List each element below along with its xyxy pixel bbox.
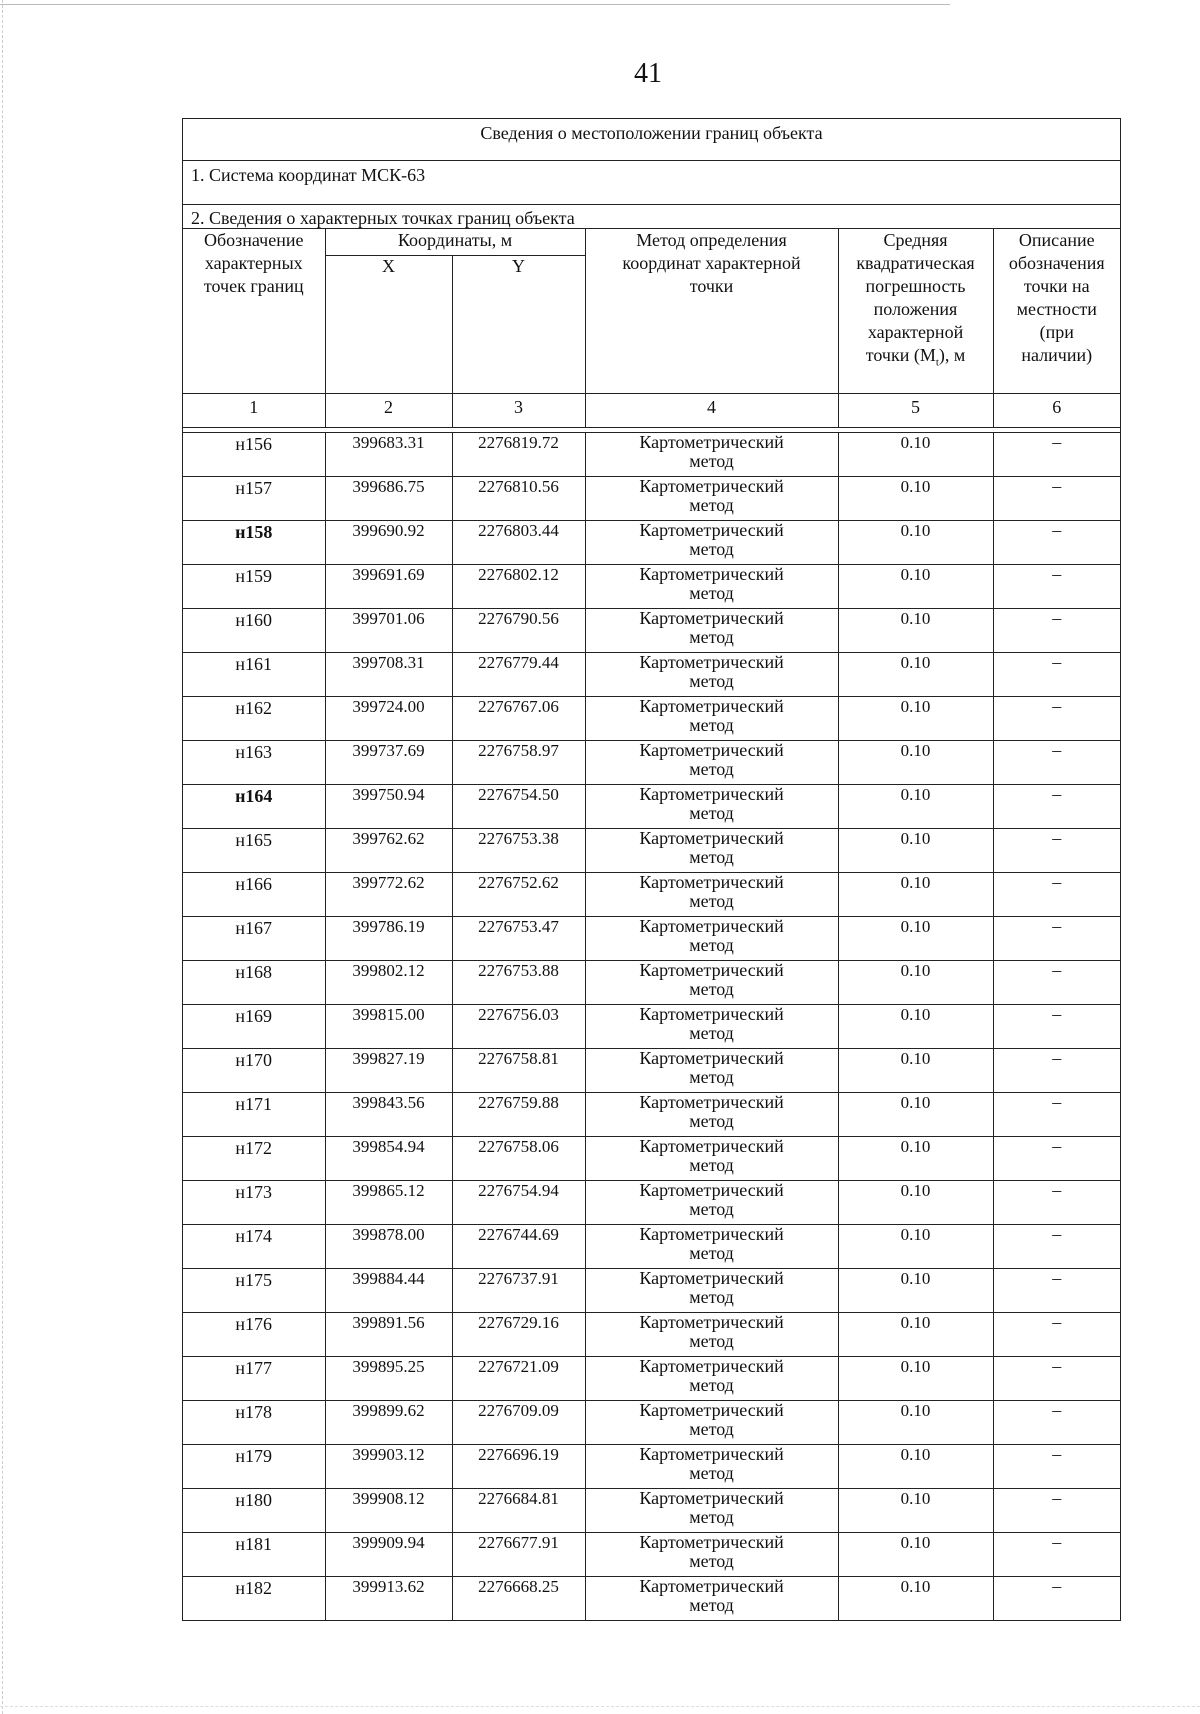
method-cell: [585, 785, 838, 829]
mean-square-error: 0.10: [838, 873, 993, 917]
method-cell: [585, 1181, 838, 1225]
table-row: [183, 961, 1120, 1005]
method-cell: [585, 433, 838, 477]
coord-y: 2276753.38: [452, 829, 585, 873]
table-row: [183, 1533, 1120, 1577]
mean-square-error: 0.10: [838, 829, 993, 873]
point-id: н168: [183, 961, 325, 1005]
method-line: метод: [689, 1375, 734, 1395]
coord-x: 399899.62: [325, 1401, 452, 1445]
description: –: [993, 609, 1120, 653]
mean-square-error: 0.10: [838, 961, 993, 1005]
coord-y: 2276803.44: [452, 521, 585, 565]
table-row: [183, 477, 1120, 521]
table-row: [183, 565, 1120, 609]
method-cell: [585, 1313, 838, 1357]
method-cell: [585, 521, 838, 565]
table-row: [183, 785, 1120, 829]
header-text: обозначения: [1008, 253, 1105, 273]
point-id: н174: [183, 1225, 325, 1269]
method-cell: [585, 961, 838, 1005]
method-line: метод: [689, 891, 734, 911]
method-line: Картометрический: [639, 916, 784, 936]
scan-edge-left: [2, 0, 3, 1714]
coord-y: 2276744.69: [452, 1225, 585, 1269]
method-line: Картометрический: [639, 1268, 784, 1288]
mean-square-error: 0.10: [838, 1533, 993, 1577]
description: –: [993, 565, 1120, 609]
method-cell: [585, 917, 838, 961]
method-line: метод: [689, 1463, 734, 1483]
method-cell: [585, 741, 838, 785]
column-number: 5: [838, 394, 993, 428]
coord-x: 399786.19: [325, 917, 452, 961]
point-id: н160: [183, 609, 325, 653]
coord-x: 399913.62: [325, 1577, 452, 1621]
method-line: Картометрический: [639, 1356, 784, 1376]
point-id: н156: [183, 433, 325, 477]
header-text: (при: [1039, 322, 1074, 342]
method-line: метод: [689, 1023, 734, 1043]
description: –: [993, 1181, 1120, 1225]
table-row: [183, 521, 1120, 565]
coord-y: 2276756.03: [452, 1005, 585, 1049]
point-id: н158: [183, 521, 325, 565]
column-number: 4: [585, 394, 838, 428]
scan-edge-top: [0, 4, 950, 5]
description: –: [993, 1269, 1120, 1313]
coord-y: 2276677.91: [452, 1533, 585, 1577]
method-cell: [585, 1049, 838, 1093]
coord-x: 399903.12: [325, 1445, 452, 1489]
table-row: [183, 433, 1120, 477]
header-point-designation: [183, 229, 325, 394]
method-cell: [585, 1445, 838, 1489]
method-cell: [585, 609, 838, 653]
header-text: погрешность: [865, 276, 966, 296]
coord-y: 2276684.81: [452, 1489, 585, 1533]
point-id: н177: [183, 1357, 325, 1401]
coord-y: 2276668.25: [452, 1577, 585, 1621]
coord-x: 399691.69: [325, 565, 452, 609]
header-subscript: t: [935, 356, 939, 369]
point-id: н176: [183, 1313, 325, 1357]
table-row: [183, 1181, 1120, 1225]
description: –: [993, 785, 1120, 829]
header-text: [839, 344, 993, 375]
table-row: [183, 609, 1120, 653]
method-cell: [585, 1269, 838, 1313]
header-text: положения: [873, 299, 958, 319]
coord-y: 2276729.16: [452, 1313, 585, 1357]
coord-x: 399878.00: [325, 1225, 452, 1269]
method-cell: [585, 829, 838, 873]
method-line: метод: [689, 1287, 734, 1307]
point-id: н179: [183, 1445, 325, 1489]
coord-y: 2276696.19: [452, 1445, 585, 1489]
method-line: метод: [689, 495, 734, 515]
table-row: [183, 829, 1120, 873]
points-table: [183, 229, 1120, 1620]
description: –: [993, 1093, 1120, 1137]
mean-square-error: 0.10: [838, 521, 993, 565]
mean-square-error: 0.10: [838, 1093, 993, 1137]
description: –: [993, 1445, 1120, 1489]
point-id: н161: [183, 653, 325, 697]
table-row: [183, 1225, 1120, 1269]
description: –: [993, 829, 1120, 873]
point-id: н173: [183, 1181, 325, 1225]
point-id: н167: [183, 917, 325, 961]
description: –: [993, 477, 1120, 521]
method-line: Картометрический: [639, 960, 784, 980]
method-cell: [585, 1137, 838, 1181]
coord-x: 399815.00: [325, 1005, 452, 1049]
point-id: н172: [183, 1137, 325, 1181]
method-line: Картометрический: [639, 1092, 784, 1112]
method-line: метод: [689, 1199, 734, 1219]
coord-y: 2276721.09: [452, 1357, 585, 1401]
method-line: Картометрический: [639, 1224, 784, 1244]
mean-square-error: 0.10: [838, 609, 993, 653]
header-text: точки на: [1023, 276, 1090, 296]
coord-x: 399895.25: [325, 1357, 452, 1401]
coord-y: 2276779.44: [452, 653, 585, 697]
header-mean-square-error: [838, 229, 993, 394]
method-cell: [585, 1533, 838, 1577]
coordinate-system: 1. Система координат МСК-63: [183, 161, 1120, 205]
method-line: метод: [689, 1507, 734, 1527]
mean-square-error: 0.10: [838, 1225, 993, 1269]
method-line: метод: [689, 539, 734, 559]
method-line: Картометрический: [639, 608, 784, 628]
point-id: н171: [183, 1093, 325, 1137]
method-line: метод: [689, 671, 734, 691]
description: –: [993, 917, 1120, 961]
coord-x: 399884.44: [325, 1269, 452, 1313]
method-line: метод: [689, 803, 734, 823]
header-text: наличии): [1021, 345, 1093, 365]
coord-y: 2276767.06: [452, 697, 585, 741]
method-cell: [585, 477, 838, 521]
mean-square-error: 0.10: [838, 1445, 993, 1489]
table-row: [183, 1269, 1120, 1313]
coord-x: 399737.69: [325, 741, 452, 785]
description: –: [993, 961, 1120, 1005]
description: –: [993, 1137, 1120, 1181]
table-row: [183, 1489, 1120, 1533]
table-row: [183, 1137, 1120, 1181]
method-line: Картометрический: [639, 1576, 784, 1596]
description: –: [993, 1313, 1120, 1357]
table-row: [183, 1049, 1120, 1093]
method-line: метод: [689, 1551, 734, 1571]
description: –: [993, 1357, 1120, 1401]
header-text: точки: [689, 276, 734, 296]
point-id: н165: [183, 829, 325, 873]
description: –: [993, 1401, 1120, 1445]
coord-y: 2276753.88: [452, 961, 585, 1005]
header-text: квадратическая: [856, 253, 975, 273]
method-line: Картометрический: [639, 564, 784, 584]
coord-x: 399909.94: [325, 1533, 452, 1577]
mean-square-error: 0.10: [838, 1137, 993, 1181]
coord-y: 2276758.06: [452, 1137, 585, 1181]
description: –: [993, 1049, 1120, 1093]
column-number-row: [183, 394, 1120, 428]
coord-y: 2276810.56: [452, 477, 585, 521]
coord-y: 2276790.56: [452, 609, 585, 653]
column-number: 6: [993, 394, 1120, 428]
table-row: [183, 873, 1120, 917]
table-row: [183, 741, 1120, 785]
header-text: точек границ: [203, 276, 304, 296]
coord-y: 2276754.50: [452, 785, 585, 829]
coord-x: 399827.19: [325, 1049, 452, 1093]
description: –: [993, 521, 1120, 565]
points-table-body: [183, 433, 1120, 1621]
description: –: [993, 433, 1120, 477]
point-id: н175: [183, 1269, 325, 1313]
method-line: Картометрический: [639, 1400, 784, 1420]
boundary-info-sheet: [182, 118, 1121, 1621]
coord-x: 399891.56: [325, 1313, 452, 1357]
scan-edge-bottom: [0, 1706, 1200, 1707]
method-line: Картометрический: [639, 1048, 784, 1068]
description: –: [993, 873, 1120, 917]
coord-x: 399724.00: [325, 697, 452, 741]
table-row: [183, 697, 1120, 741]
mean-square-error: 0.10: [838, 1049, 993, 1093]
coord-y: 2276752.62: [452, 873, 585, 917]
coord-x: 399686.75: [325, 477, 452, 521]
mean-square-error: 0.10: [838, 1313, 993, 1357]
header-text: Описание: [1018, 230, 1095, 250]
method-line: метод: [689, 715, 734, 735]
mean-square-error: 0.10: [838, 433, 993, 477]
method-line: метод: [689, 1155, 734, 1175]
description: –: [993, 653, 1120, 697]
point-id: н157: [183, 477, 325, 521]
description: –: [993, 1577, 1120, 1621]
column-number: 1: [183, 394, 325, 428]
points-section-heading: 2. Сведения о характерных точках границ объекта: [183, 205, 1120, 229]
coord-y: 2276753.47: [452, 917, 585, 961]
method-line: метод: [689, 935, 734, 955]
point-id: н159: [183, 565, 325, 609]
point-id: н170: [183, 1049, 325, 1093]
method-cell: [585, 697, 838, 741]
method-cell: [585, 1401, 838, 1445]
method-line: Картометрический: [639, 1136, 784, 1156]
method-line: Картометрический: [639, 432, 784, 452]
mean-square-error: 0.10: [838, 697, 993, 741]
description: –: [993, 1225, 1120, 1269]
method-cell: [585, 653, 838, 697]
point-id: н166: [183, 873, 325, 917]
coord-x: 399683.31: [325, 433, 452, 477]
mean-square-error: 0.10: [838, 653, 993, 697]
method-line: метод: [689, 759, 734, 779]
point-id: н180: [183, 1489, 325, 1533]
header-text: координат характерной: [622, 253, 801, 273]
header-text-part: ), м: [938, 345, 966, 365]
method-line: метод: [689, 451, 734, 471]
coord-y: 2276759.88: [452, 1093, 585, 1137]
header-text-part: точки (M: [865, 345, 936, 365]
method-line: метод: [689, 1111, 734, 1131]
method-line: Картометрический: [639, 1312, 784, 1332]
column-number: 2: [325, 394, 452, 428]
method-line: метод: [689, 1243, 734, 1263]
point-id: н181: [183, 1533, 325, 1577]
mean-square-error: 0.10: [838, 785, 993, 829]
coord-x: 399701.06: [325, 609, 452, 653]
method-cell: [585, 1577, 838, 1621]
header-text: характерных: [204, 253, 303, 273]
method-cell: [585, 1225, 838, 1269]
header-text: Метод определения: [636, 230, 787, 250]
point-id: н164: [183, 785, 325, 829]
point-id: н163: [183, 741, 325, 785]
mean-square-error: 0.10: [838, 1269, 993, 1313]
coord-x: 399843.56: [325, 1093, 452, 1137]
method-line: метод: [689, 979, 734, 999]
method-line: метод: [689, 1331, 734, 1351]
mean-square-error: 0.10: [838, 1005, 993, 1049]
header-text: местности: [1016, 299, 1097, 319]
mean-square-error: 0.10: [838, 1577, 993, 1621]
coord-y: 2276802.12: [452, 565, 585, 609]
method-line: Картометрический: [639, 1004, 784, 1024]
method-line: Картометрический: [639, 696, 784, 716]
table-row: [183, 653, 1120, 697]
description: –: [993, 1533, 1120, 1577]
method-cell: [585, 1357, 838, 1401]
method-cell: [585, 1489, 838, 1533]
mean-square-error: 0.10: [838, 565, 993, 609]
coord-x: 399772.62: [325, 873, 452, 917]
header-y: Y: [452, 256, 585, 394]
mean-square-error: 0.10: [838, 1401, 993, 1445]
header-text: Обозначение: [204, 230, 304, 250]
method-line: метод: [689, 847, 734, 867]
header-x: X: [325, 256, 452, 394]
table-row: [183, 1357, 1120, 1401]
table-row: [183, 1093, 1120, 1137]
point-id: н182: [183, 1577, 325, 1621]
method-line: Картометрический: [639, 740, 784, 760]
method-line: метод: [689, 1595, 734, 1615]
method-line: Картометрический: [639, 872, 784, 892]
table-row: [183, 1313, 1120, 1357]
point-id: н169: [183, 1005, 325, 1049]
method-line: метод: [689, 627, 734, 647]
coord-y: 2276758.81: [452, 1049, 585, 1093]
coord-x: 399690.92: [325, 521, 452, 565]
coord-x: 399762.62: [325, 829, 452, 873]
method-line: метод: [689, 1419, 734, 1439]
coord-y: 2276754.94: [452, 1181, 585, 1225]
header-description: [993, 229, 1120, 394]
coord-y: 2276819.72: [452, 433, 585, 477]
mean-square-error: 0.10: [838, 1357, 993, 1401]
description: –: [993, 741, 1120, 785]
table-row: [183, 1401, 1120, 1445]
table-row: [183, 1445, 1120, 1489]
page-number: 41: [634, 58, 662, 89]
coord-x: 399750.94: [325, 785, 452, 829]
point-id: н162: [183, 697, 325, 741]
mean-square-error: 0.10: [838, 477, 993, 521]
coord-y: 2276737.91: [452, 1269, 585, 1313]
method-line: Картометрический: [639, 1180, 784, 1200]
mean-square-error: 0.10: [838, 741, 993, 785]
method-cell: [585, 873, 838, 917]
coord-x: 399708.31: [325, 653, 452, 697]
description: –: [993, 697, 1120, 741]
coord-x: 399854.94: [325, 1137, 452, 1181]
mean-square-error: 0.10: [838, 1181, 993, 1225]
method-line: Картометрический: [639, 476, 784, 496]
description: –: [993, 1489, 1120, 1533]
method-cell: [585, 1005, 838, 1049]
coord-x: 399802.12: [325, 961, 452, 1005]
header-text: Средняя: [883, 230, 948, 250]
method-line: Картометрический: [639, 1488, 784, 1508]
method-line: метод: [689, 583, 734, 603]
table-row: [183, 1005, 1120, 1049]
header-method: [585, 229, 838, 394]
column-number: 3: [452, 394, 585, 428]
method-cell: [585, 565, 838, 609]
table-row: [183, 917, 1120, 961]
method-line: Картометрический: [639, 1444, 784, 1464]
sheet-title: Сведения о местоположении границ объекта: [183, 119, 1120, 161]
method-line: Картометрический: [639, 1532, 784, 1552]
coord-y: 2276709.09: [452, 1401, 585, 1445]
coord-y: 2276758.97: [452, 741, 585, 785]
description: –: [993, 1005, 1120, 1049]
header-text: характерной: [867, 322, 964, 342]
table-row: [183, 1577, 1120, 1621]
coord-x: 399865.12: [325, 1181, 452, 1225]
method-line: Картометрический: [639, 520, 784, 540]
mean-square-error: 0.10: [838, 917, 993, 961]
method-line: метод: [689, 1067, 734, 1087]
method-line: Картометрический: [639, 652, 784, 672]
mean-square-error: 0.10: [838, 1489, 993, 1533]
point-id: н178: [183, 1401, 325, 1445]
method-cell: [585, 1093, 838, 1137]
method-line: Картометрический: [639, 828, 784, 848]
method-line: Картометрический: [639, 784, 784, 804]
coord-x: 399908.12: [325, 1489, 452, 1533]
header-coordinates: Координаты, м: [325, 229, 585, 256]
